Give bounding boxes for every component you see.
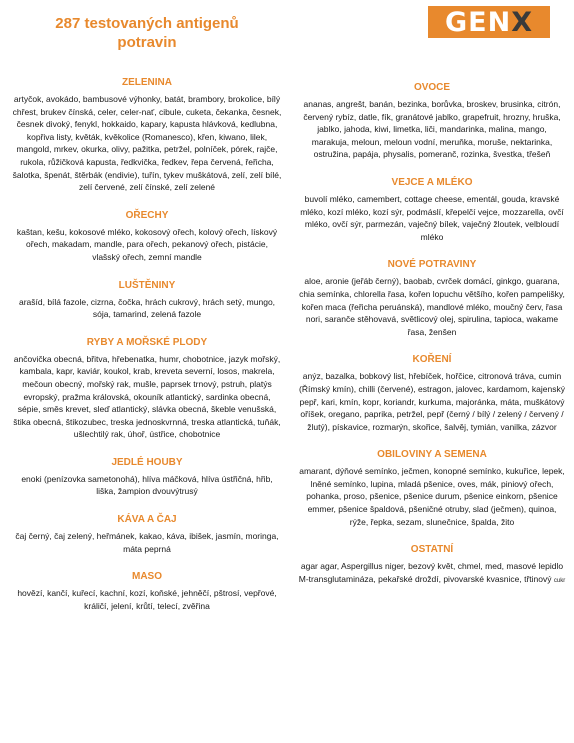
page-title bbox=[22, 14, 272, 52]
section-orechy bbox=[12, 210, 282, 264]
section-title: NOVÉ POTRAVINY bbox=[387, 259, 477, 271]
page-title-line2: potravin bbox=[117, 34, 177, 51]
logo-text: GEN bbox=[444, 6, 512, 38]
section-title: LUŠTĚNINY bbox=[118, 279, 176, 291]
section-zelenina bbox=[12, 77, 282, 194]
page-title-line1: 287 testovaných antigenů bbox=[55, 15, 239, 32]
section-items: ananas, angrešt, banán, bezinka, borůvka, broskev, brusinka, citrón, červený rybíz, datle, fík, granátové jablko, grapefruit, hrozny, hruška, jablko, jahoda, kiwi, limetka, liči, mandarinka, malina, mango, marakuja, meloun, meloun vodní, meruňka, moruše, nektarinka, ostružina, papája, physalis, pomeranč, rozinka, švestka, třešeň bbox=[303, 99, 561, 160]
section-items-suffix: cukr bbox=[553, 577, 566, 584]
section-items bbox=[298, 560, 566, 587]
section-maso bbox=[12, 571, 282, 612]
genx-logo bbox=[428, 6, 550, 38]
section-title: KÁVA A ČAJ bbox=[117, 514, 177, 526]
section-ovoce bbox=[298, 82, 566, 161]
section-items: hovězí, kančí, kuřecí, kachní, kozí, koňské, jehněčí, pštrosí, vepřové, králičí, jelení, krůtí, telecí, zvěřina bbox=[17, 588, 277, 611]
section-title: JEDLÉ HOUBY bbox=[111, 456, 183, 468]
section-items-text: agar agar, Aspergillus niger, bezový květ, chmel, med, masové lepidlo M-transglutamináza, pekařské droždí, pivovarské kvasnice, třtinový bbox=[298, 561, 564, 584]
section-items: aloe, aronie (jeřáb černý), baobab, cvrček domácí, ginkgo, guarana, chia semínka, chlorella řasa, kořen lopuchu většího, kořen pampelišky, kořen maca (řeřicha peruánská), mandlové mléko, moučný červ, řasa nori, saranče stěhovavá, světlicový olej, spirulina, tapioca, wakame řasa, ženšen bbox=[299, 276, 565, 337]
section-title: VEJCE A MLÉKO bbox=[391, 176, 473, 188]
section-title: OŘECHY bbox=[125, 209, 169, 221]
section-items: amarant, dýňové semínko, ječmen, konopné semínko, kukuřice, lepek, lněné semínko, lupina, mladá pšenice, oves, mák, piniový ořech, pohanka, proso, pšenice, pšenice durum, pšenice einkorn, pšenice emmer, pšenice špaldová, pšeničné otruby, slad (ječmen), quinoa, rýže, řepka, sezam, slunečnice, špalda, žito bbox=[299, 466, 565, 527]
section-items: ančovička obecná, břitva, hřebenatka, humr, chobotnice, jazyk mořský, kambala, kapr, kaviár, koukol, krab, kreveta severní, losos, makrela, mečoun obecný, mořský rak, mušle, paprsek trnový, pstruh, platýs evropský, pražma královská, okouník atlantický, sardinka obecná, sépie, směs krevet, sleď atlantický, slávka obecná, škeble venušská, štika obecná, štikozubec, treska jednoskvrnná, treska atlantická, tuňák, ušlechtilý rak, úhoř, ústřice, chobotnice bbox=[13, 353, 281, 440]
section-title: ZELENINA bbox=[122, 77, 172, 88]
section-title: KOŘENÍ bbox=[412, 354, 452, 366]
section-title: OSTATNÍ bbox=[410, 544, 454, 556]
section-ostatni bbox=[298, 544, 566, 587]
section-items: kaštan, kešu, kokosové mléko, kokosový ořech, kolový ořech, lískový ořech, makadam, mandle, para ořech, pekanový ořech, pistácie, vlašský ořech, zemní mandle bbox=[16, 226, 278, 262]
section-items: artyčok, avokádo, bambusové výhonky, batát, brambory, brokolice, bílý chřest, brukev čínská, celer, celer-nať, cibule, cuketa, čekanka, česnek, česnek divoký, fenykl, hokkaido, kapary, kapusta hlávková, kedlubna, kopřiva listy, květák, kvěkolice (Romanesco), křen, kiwano, lilek, mangold, mrkev, okurka, olivy, pažitka, petržel, polníček, pórek, rajče, rukola, růžičková kapusta, ředkvička, ředkev, řepa červená, řeřicha, šalotka, špenát, štěrbák (endivie), tuřín, tykev muškátová, zelí, zelí bílé, zelí červené, zelí čínské, zelí zelené bbox=[12, 94, 282, 193]
logo-x: X bbox=[511, 6, 534, 38]
section-items: čaj černý, čaj zelený, heřmánek, kakao, káva, ibišek, jasmín, moringa, máta peprná bbox=[15, 531, 279, 554]
section-items: buvolí mléko, camembert, cottage cheese, ementál, gouda, kravské mléko, kozí mléko, kozí sýr, podmáslí, křepelčí vejce, mozzarella, ovčí mléko, ovčí sýr, parmezán, vaječný bílek, vaječný žloutek, velbloudí mléko bbox=[300, 193, 564, 242]
section-title: MASO bbox=[132, 571, 162, 583]
section-items: anýz, bazalka, bobkový list, hřebíček, hořčice, citronová tráva, cumin (Římský kmín), chilli (červené), estragon, jalovec, kardamom, kajenský pepř, kari, kmín, kopr, koriandr, kurkuma, majoránka, máta, muškátový oříšek, oregano, paprika, petržel, pepř (černý / bílý / zelený / červený / žlutý), pískavice, rozmarýn, skořice, šalvěj, tymián, vanilka, zázvor bbox=[299, 371, 565, 432]
section-title: RYBY A MOŘSKÉ PLODY bbox=[86, 336, 208, 348]
section-koreni bbox=[298, 354, 566, 433]
section-ryby bbox=[12, 337, 282, 441]
section-houby bbox=[12, 457, 282, 498]
right-column bbox=[298, 82, 566, 603]
section-vejce-mleko bbox=[298, 177, 566, 243]
section-obiloviny bbox=[298, 449, 566, 528]
section-nove-potraviny bbox=[298, 259, 566, 338]
left-column bbox=[12, 77, 282, 628]
section-title: OVOCE bbox=[413, 82, 451, 93]
section-lusteniny bbox=[12, 280, 282, 321]
section-items: enoki (penízovka sametonohá), hlíva máčková, hlíva ústřičná, hřib, liška, žampion dvouvýtrusý bbox=[21, 473, 273, 497]
section-kava-caj bbox=[12, 514, 282, 555]
section-title: OBILOVINY A SEMENA bbox=[377, 449, 487, 461]
section-items: arašíd, bílá fazole, cizrna, čočka, hrách cukrový, hrách setý, mungo, sója, tamarind, zelená fazole bbox=[18, 296, 276, 320]
